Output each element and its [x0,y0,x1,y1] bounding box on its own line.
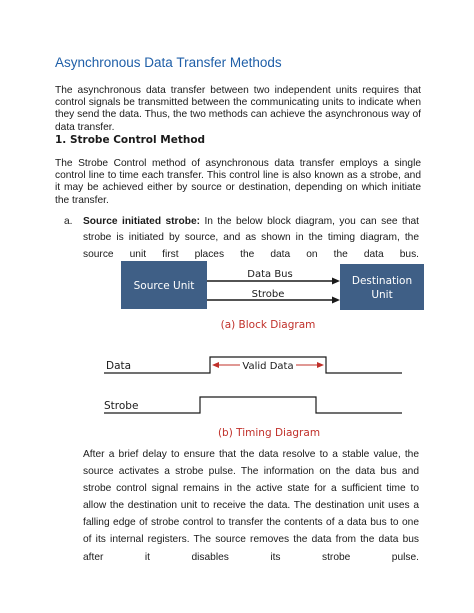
data-bus-arrow-head [332,278,340,285]
list-marker: a. [64,216,73,227]
strobe-arrow-head [332,297,340,304]
after-paragraph [83,446,419,566]
strobe-line-label: Strobe [251,289,285,300]
intro-paragraph: The asynchronous data transfer between two independent units requires that control signals be transmitted between the communicating units to indicate when they send the data. Thus, the two methods can achieve the asynchronous way of data transfer. [55,85,421,133]
block-diagram-caption: (a) Block Diagram [220,319,316,331]
timing-strobe-label: Strobe [104,400,139,412]
valid-data-arrow-right [317,362,324,368]
destination-unit-box [340,264,424,310]
section-heading: 1. Strobe Control Method [55,134,206,146]
destination-unit-label-line2: Unit [371,289,393,301]
data-bus-label: Data Bus [247,269,293,280]
source-unit-label: Source Unit [133,280,195,292]
page-title: Asynchronous Data Transfer Methods [55,55,282,70]
timing-diagram-caption: (b) Timing Diagram [217,427,321,439]
timing-data-label: Data [106,360,132,372]
after-paragraph-text: After a brief delay to ensure that the data resolve to a stable value, the source activates a strobe pulse. The information on the data bus and strobe control signal remains in the active state for a sufficient time to allow the destination unit to receive the data. The destination unit uses a falling edge of strobe control to transfer the contents of a data bus to one of its internal registers. The source removes the data from the data bus after it disables its strobe pulse. [83,449,419,563]
valid-data-arrow-left [212,362,219,368]
destination-unit-label-line1: Destination [351,275,413,287]
valid-data-label: Valid Data [242,361,294,372]
list-item-label: Source initiated strobe: [83,216,201,227]
strobe-waveform [104,397,402,413]
list-item-text: In the below block diagram, you can see that strobe is initiated by source, and as shown in the timing diagram, the source unit first places the data on the data bus. [83,216,420,260]
section-paragraph: The Strobe Control method of asynchronous data transfer employs a single control line to time each transfer. This control line is also known as a strobe, and it may be achieved either by source or destination, depending on which initiate the transfer. [55,158,421,206]
